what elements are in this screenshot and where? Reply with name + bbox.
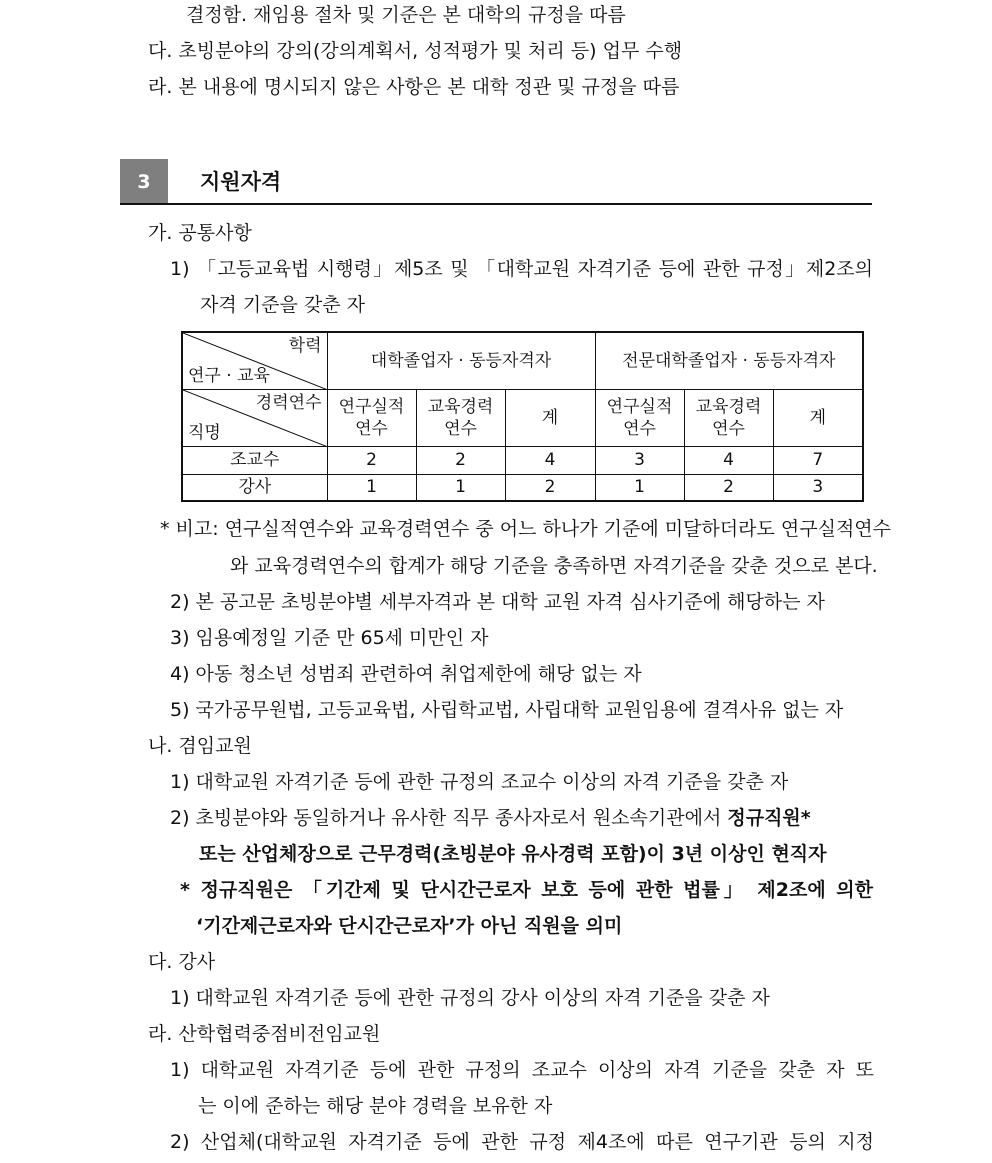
- table-cell: 2: [684, 474, 773, 501]
- list-item: 2) 초빙분야와 동일하거나 유사한 직무 종사자로서 원소속기관에서 정규직원*: [170, 807, 811, 829]
- list-item: 5) 국가공무원법, 고등교육법, 사립학교법, 사립대학 교원임용에 결격사유 없는 자: [170, 699, 844, 721]
- emphasis-text: 정규직원*: [727, 807, 811, 829]
- corner-label: 직명: [188, 422, 221, 443]
- subsection-heading: 나. 겸임교원: [148, 735, 252, 757]
- list-item: 4) 아동 청소년 성범죄 관련하여 취업제한에 해당 없는 자: [170, 663, 642, 685]
- corner-label: 연구 · 교육: [188, 365, 270, 386]
- table-cell: 3: [595, 446, 684, 474]
- table-corner-cell: [182, 389, 327, 446]
- corner-label: 경력연수: [255, 392, 322, 413]
- table-column-header: 교육경력 연수: [416, 389, 505, 446]
- table-cell: 4: [684, 446, 773, 474]
- text-line: 자격 기준을 갖춘 자: [200, 294, 365, 316]
- footnote-line: * 정규직원은 「기간제 및 단시간근로자 보호 등에 관한 법률」 제2조에 의한: [180, 879, 873, 901]
- list-item: 2) 산업체(대학교원 자격기준 등에 관한 규정 제4조에 따른 연구기관 등의 지정: [170, 1131, 874, 1153]
- table-column-header: 교육경력 연수: [684, 389, 773, 446]
- qualification-table: [181, 331, 864, 502]
- table-group-header: 전문대학졸업자 · 동등자격자: [595, 332, 863, 389]
- table-cell: 2: [327, 446, 416, 474]
- table-row: [182, 474, 863, 501]
- table-column-header: 계: [773, 389, 863, 446]
- list-item: 1) 대학교원 자격기준 등에 관한 규정의 강사 이상의 자격 기준을 갖춘 자: [170, 987, 770, 1009]
- text-line: 결정함. 재임용 절차 및 기준은 본 대학의 규정을 따름: [186, 4, 626, 26]
- subsection-heading: 가. 공통사항: [148, 222, 252, 244]
- row-title: 조교수: [182, 446, 327, 474]
- table-cell: 3: [773, 474, 863, 501]
- list-item: 는 이에 준하는 해당 분야 경력을 보유한 자: [198, 1095, 553, 1117]
- table-cell: 7: [773, 446, 863, 474]
- table-cell: 1: [416, 474, 505, 501]
- table-cell: 2: [505, 474, 595, 501]
- note-line: 와 교육경력연수의 합계가 해당 기준을 충족하면 자격기준을 갖춘 것으로 본다.: [230, 555, 878, 577]
- list-item: 1) 대학교원 자격기준 등에 관한 규정의 조교수 이상의 자격 기준을 갖춘 자: [170, 771, 789, 793]
- table-column-header: 연구실적 연수: [327, 389, 416, 446]
- table-cell: 1: [595, 474, 684, 501]
- section-title: 지원자격: [200, 170, 282, 194]
- text-line: 1) 「고등교육법 시행령」제5조 및 「대학교원 자격기준 등에 관한 규정」제2조의: [170, 258, 873, 280]
- list-item: 3) 임용예정일 기준 만 65세 미만인 자: [170, 627, 489, 649]
- table-cell: 2: [416, 446, 505, 474]
- section-header: [120, 159, 872, 207]
- subsection-heading: 다. 강사: [148, 951, 216, 973]
- footnote-line: ‘기간제근로자와 단시간근로자’가 아닌 직원을 의미: [196, 915, 623, 937]
- section-divider: [120, 203, 872, 205]
- note-line: * 비고: 연구실적연수와 교육경력연수 중 어느 하나가 기준에 미달하더라도 연구실적연수: [160, 518, 892, 540]
- table-cell: 1: [327, 474, 416, 501]
- row-title: 강사: [182, 474, 327, 501]
- text-line: 라. 본 내용에 명시되지 않은 사항은 본 대학 정관 및 규정을 따름: [148, 76, 680, 98]
- emphasis-text: 또는 산업체장으로 근무경력(초빙분야 유사경력 포함)이 3년 이상인 현직자: [199, 843, 827, 865]
- section-number: 3: [120, 159, 168, 205]
- table-row: [182, 446, 863, 474]
- corner-label: 학력: [288, 336, 322, 356]
- table-corner-cell: [182, 332, 327, 389]
- list-item: 2) 본 공고문 초빙분야별 세부자격과 본 대학 교원 자격 심사기준에 해당하는 자: [170, 591, 825, 613]
- subsection-heading: 라. 산학협력중점비전임교원: [148, 1023, 381, 1045]
- text-line: 다. 초빙분야의 강의(강의계획서, 성적평가 및 처리 등) 업무 수행: [148, 40, 683, 62]
- table-column-header: 계: [505, 389, 595, 446]
- table-cell: 4: [505, 446, 595, 474]
- table-group-header: 대학졸업자 · 동등자격자: [327, 332, 595, 389]
- table-column-header: 연구실적 연수: [595, 389, 684, 446]
- list-item: 1) 대학교원 자격기준 등에 관한 규정의 조교수 이상의 자격 기준을 갖춘 자 또: [170, 1059, 874, 1081]
